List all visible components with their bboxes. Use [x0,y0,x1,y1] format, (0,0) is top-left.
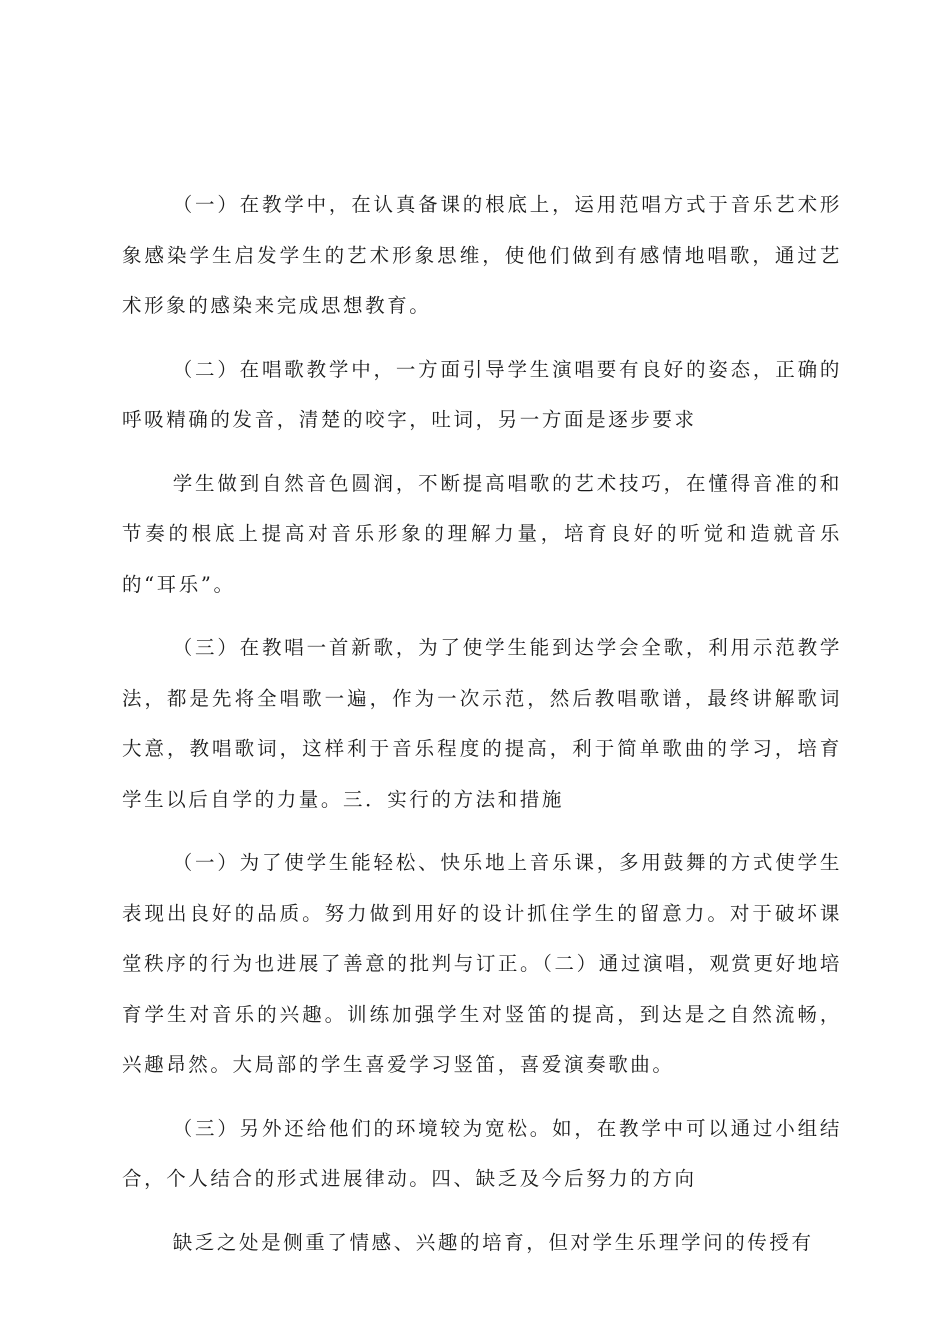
document-body [122,180,842,1281]
paragraph-1: （一）在教学中，在认真备课的根底上，运用范唱方式于音乐艺术形象感染学生启发学生的艺术形象思维，使他们做到有感情地唱歌，通过艺术形象的感染来完成思想教育。 [122,193,842,317]
paragraph-2: （二）在唱歌教学中，一方面引导学生演唱要有良好的姿态，正确的呼吸精确的发音，清楚的咬字，吐词，另一方面是逐步要求 [122,357,842,431]
paragraph-3: 学生做到自然音色圆润，不断提高唱歌的艺术技巧，在懂得音准的和节奏的根底上提高对音乐形象的理解力量，培育良好的听觉和造就音乐的“耳乐”。 [122,471,842,596]
paragraph-4: （三）在教唱一首新歌，为了使学生能到达学会全歌，利用示范教学法，都是先将全唱歌一遍，作为一次示范，然后教唱歌谱，最终讲解歌词大意，教唱歌词，这样利于音乐程度的提高，利于简单歌曲的学习，培育学生以后自学的力量。三．实行的方法和措施 [122,636,842,811]
paragraph-5: （一）为了使学生能轻松、快乐地上音乐课，多用鼓舞的方式使学生表现出良好的品质。努力做到用好的设计抓住学生的留意力。对于破坏课堂秩序的行为也进展了善意的批判与订正。（二）通过演唱，观赏更好地培育学生对音乐的兴趣。训练加强学生对竖笛的提高，到达是之自然流畅，兴趣昂然。大局部的学生喜爱学习竖笛，喜爱演奏歌曲。 [122,851,842,1076]
paragraph-7: 缺乏之处是侧重了情感、兴趣的培育，但对学生乐理学问的传授有 [172,1230,814,1254]
paragraph-6: （三）另外还给他们的环境较为宽松。如，在教学中可以通过小组结合，个人结合的形式进展律动。四、缺乏及今后努力的方向 [122,1116,842,1190]
